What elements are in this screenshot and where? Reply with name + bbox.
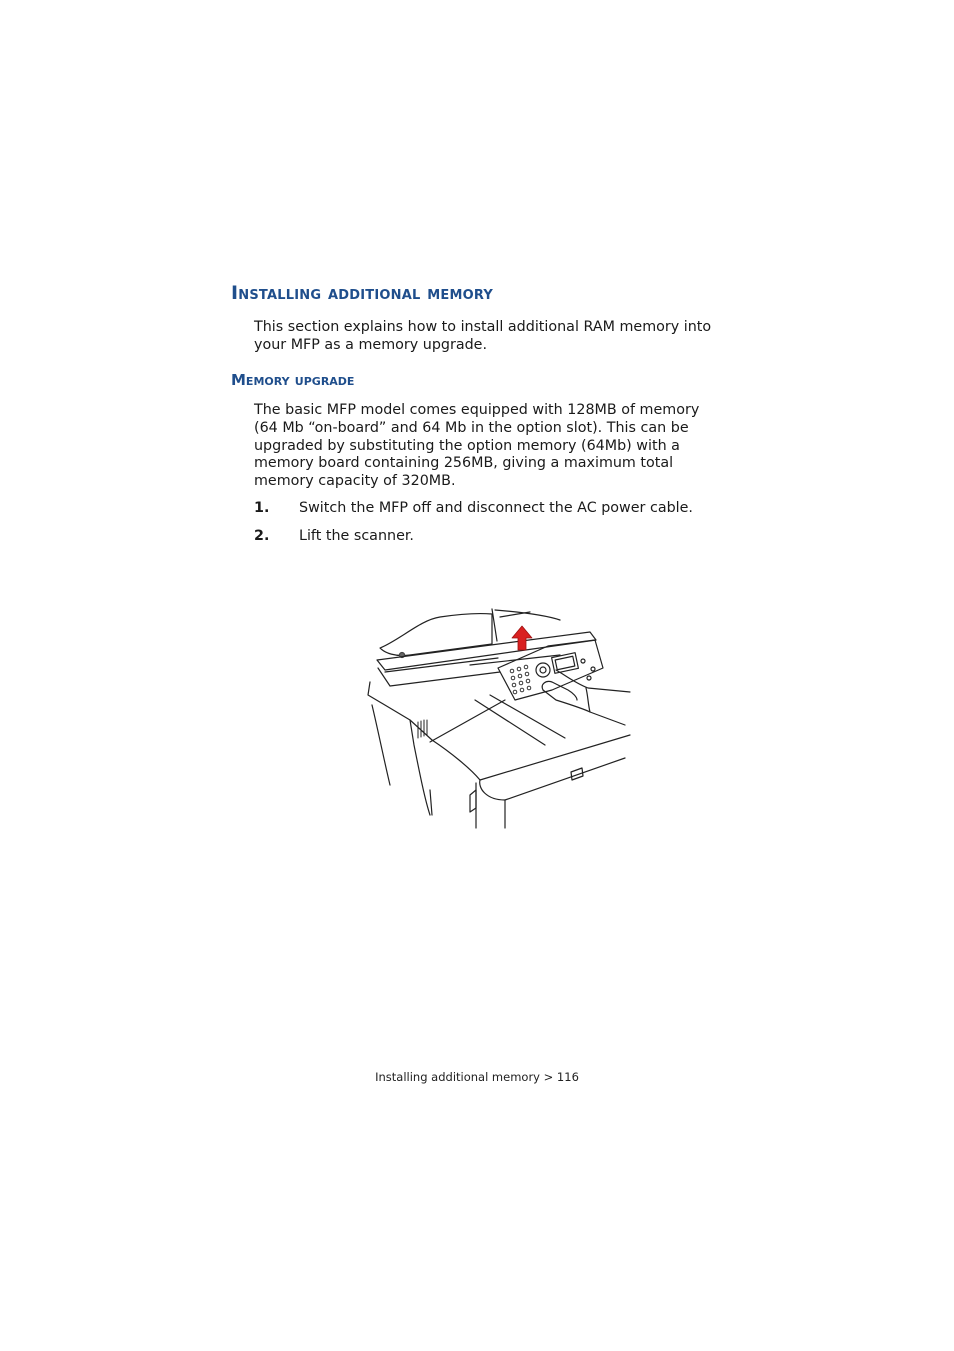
mfp-lift-scanner-illustration [360, 600, 640, 835]
step-number: 2. [254, 528, 270, 544]
intro-paragraph: This section explains how to install additional RAM memory into your MFP as a memory upgrade. [254, 319, 712, 353]
step-1 [254, 500, 693, 518]
page-footer: Installing additional memory > 116 [375, 1070, 579, 1084]
section-heading: Memory upgrade [231, 371, 355, 389]
section-body [254, 402, 734, 491]
body-line: (64 Mb “on-board” and 64 Mb in the option slot). This can be [254, 419, 689, 436]
page-title: Installing additional memory [231, 282, 493, 304]
lift-arrow-icon [512, 626, 532, 650]
step-text: Lift the scanner. [299, 528, 414, 544]
body-line: memory board containing 256MB, giving a maximum total [254, 455, 674, 472]
step-number: 1. [254, 500, 270, 516]
step-2 [254, 528, 414, 546]
body-line: upgraded by substituting the option memory (64Mb) with a [254, 437, 680, 454]
body-line: The basic MFP model comes equipped with 128MB of memory [254, 402, 700, 418]
step-text: Switch the MFP off and disconnect the AC power cable. [299, 500, 693, 516]
body-line: memory capacity of 320MB. [254, 473, 456, 490]
